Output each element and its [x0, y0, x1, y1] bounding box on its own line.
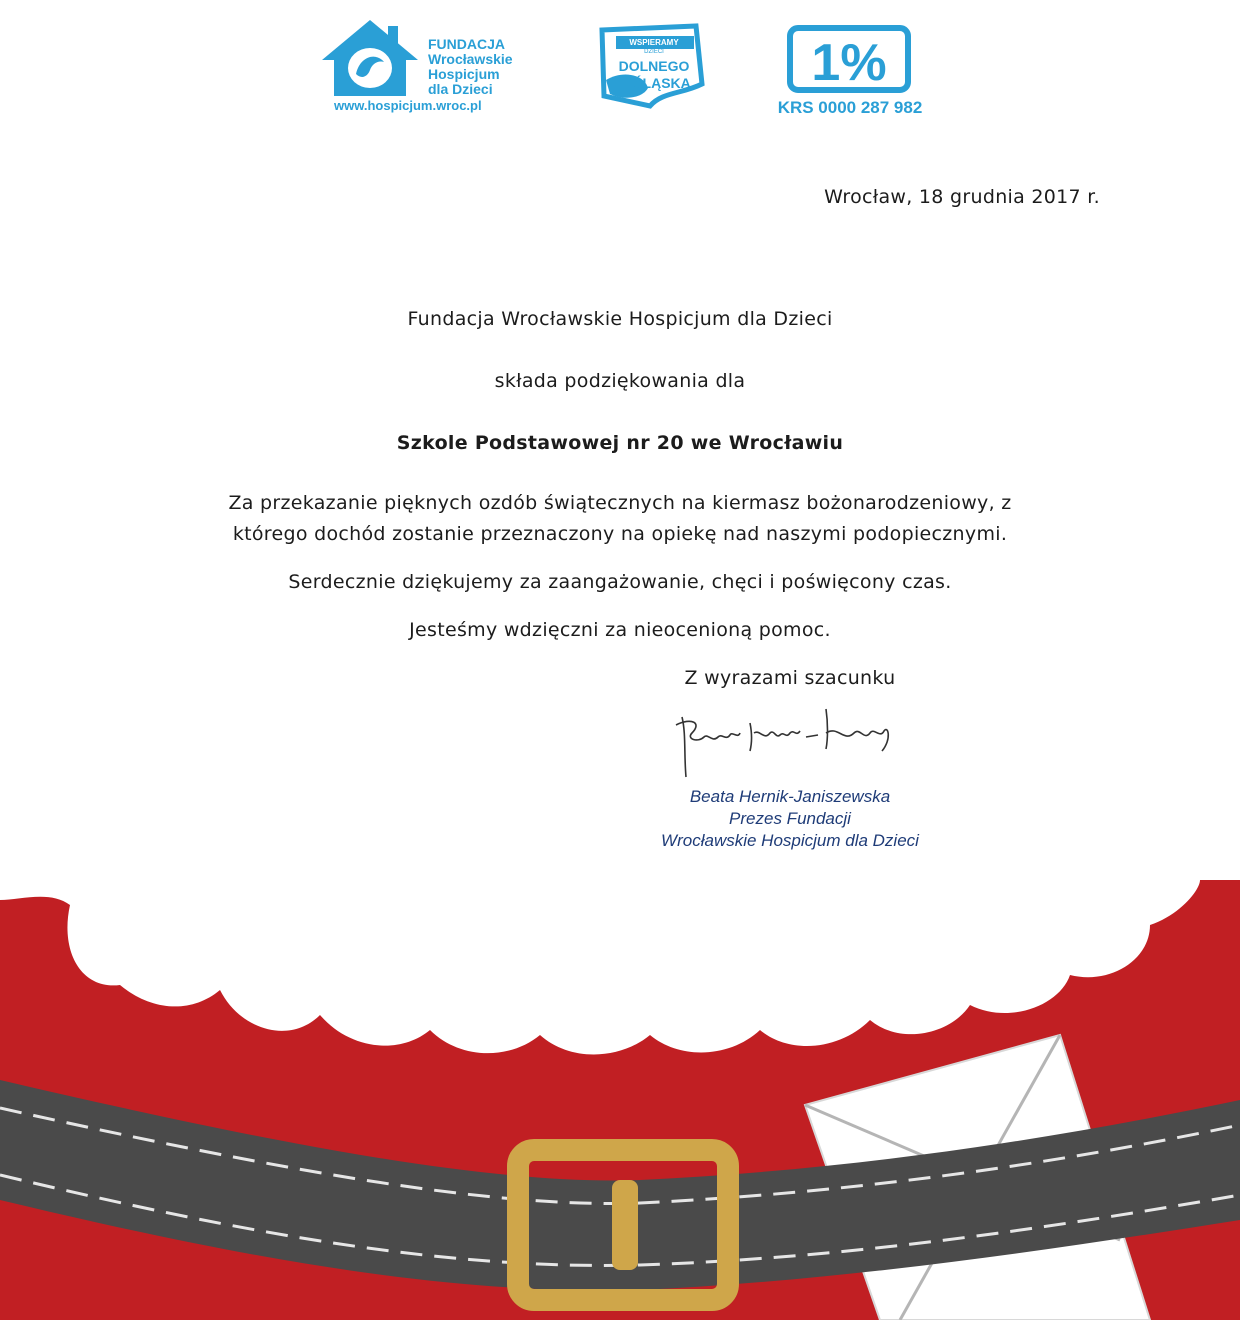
logo-header	[0, 0, 1240, 140]
foundation-url[interactable]: www.hospicjum.wroc.pl	[334, 98, 482, 113]
signatory-org: Wrocławskie Hospicjum dla Dzieci	[661, 831, 919, 850]
letter-date: Wrocław, 18 grudnia 2017 r.	[824, 186, 1100, 208]
dolny-logo-line4: ŚLĄSKA	[633, 75, 691, 91]
one-percent-icon	[760, 24, 940, 94]
signatory-title: Prezes Fundacji	[729, 809, 851, 828]
krs-logo[interactable]	[760, 24, 940, 124]
foundation-logo-line1: FUNDACJA	[428, 36, 505, 52]
letter-body-line1: Za przekazanie pięknych ozdób świątecznych na kiermasz bożonarodzeniowy, z	[228, 492, 1012, 514]
krs-logo-mark: 1%	[811, 34, 887, 92]
letter-intro: składa podziękowania dla	[494, 370, 746, 392]
foundation-logo-line3: Hospicjum	[428, 66, 500, 82]
handwritten-signature	[668, 703, 908, 783]
foundation-logo[interactable]	[320, 18, 530, 122]
letter-gratitude: Jesteśmy wdzięczni za nieocenioną pomoc.	[409, 619, 831, 641]
krs-number: KRS 0000 287 982	[777, 98, 923, 117]
signatory-block	[600, 786, 980, 852]
dolny-logo-line1: WSPIERAMY	[629, 38, 679, 47]
dolny-logo-line2: DZIECI	[644, 49, 664, 55]
dolny-slask-logo[interactable]	[592, 22, 712, 114]
dolny-logo-line3: DOLNEGO	[618, 58, 690, 74]
letter-sender: Fundacja Wrocławskie Hospicjum dla Dzieci	[407, 308, 833, 330]
letter-thanks: Serdecznie dziękujemy za zaangażowanie, chęci i poświęcony czas.	[288, 571, 952, 593]
signatory-name: Beata Hernik-Janiszewska	[689, 787, 891, 806]
letter-body-line2: którego dochód zostanie przeznaczony na opiekę nad naszymi podopiecznymi.	[232, 523, 1008, 545]
letter-recipient: Szkole Podstawowej nr 20 we Wrocławiu	[396, 432, 844, 454]
letter-closing: Z wyrazami szacunku	[684, 667, 896, 689]
foundation-logo-line2: Wrocławskie	[428, 51, 513, 67]
house-hand-icon	[320, 18, 420, 98]
foundation-logo-line4: dla Dzieci	[428, 81, 493, 97]
